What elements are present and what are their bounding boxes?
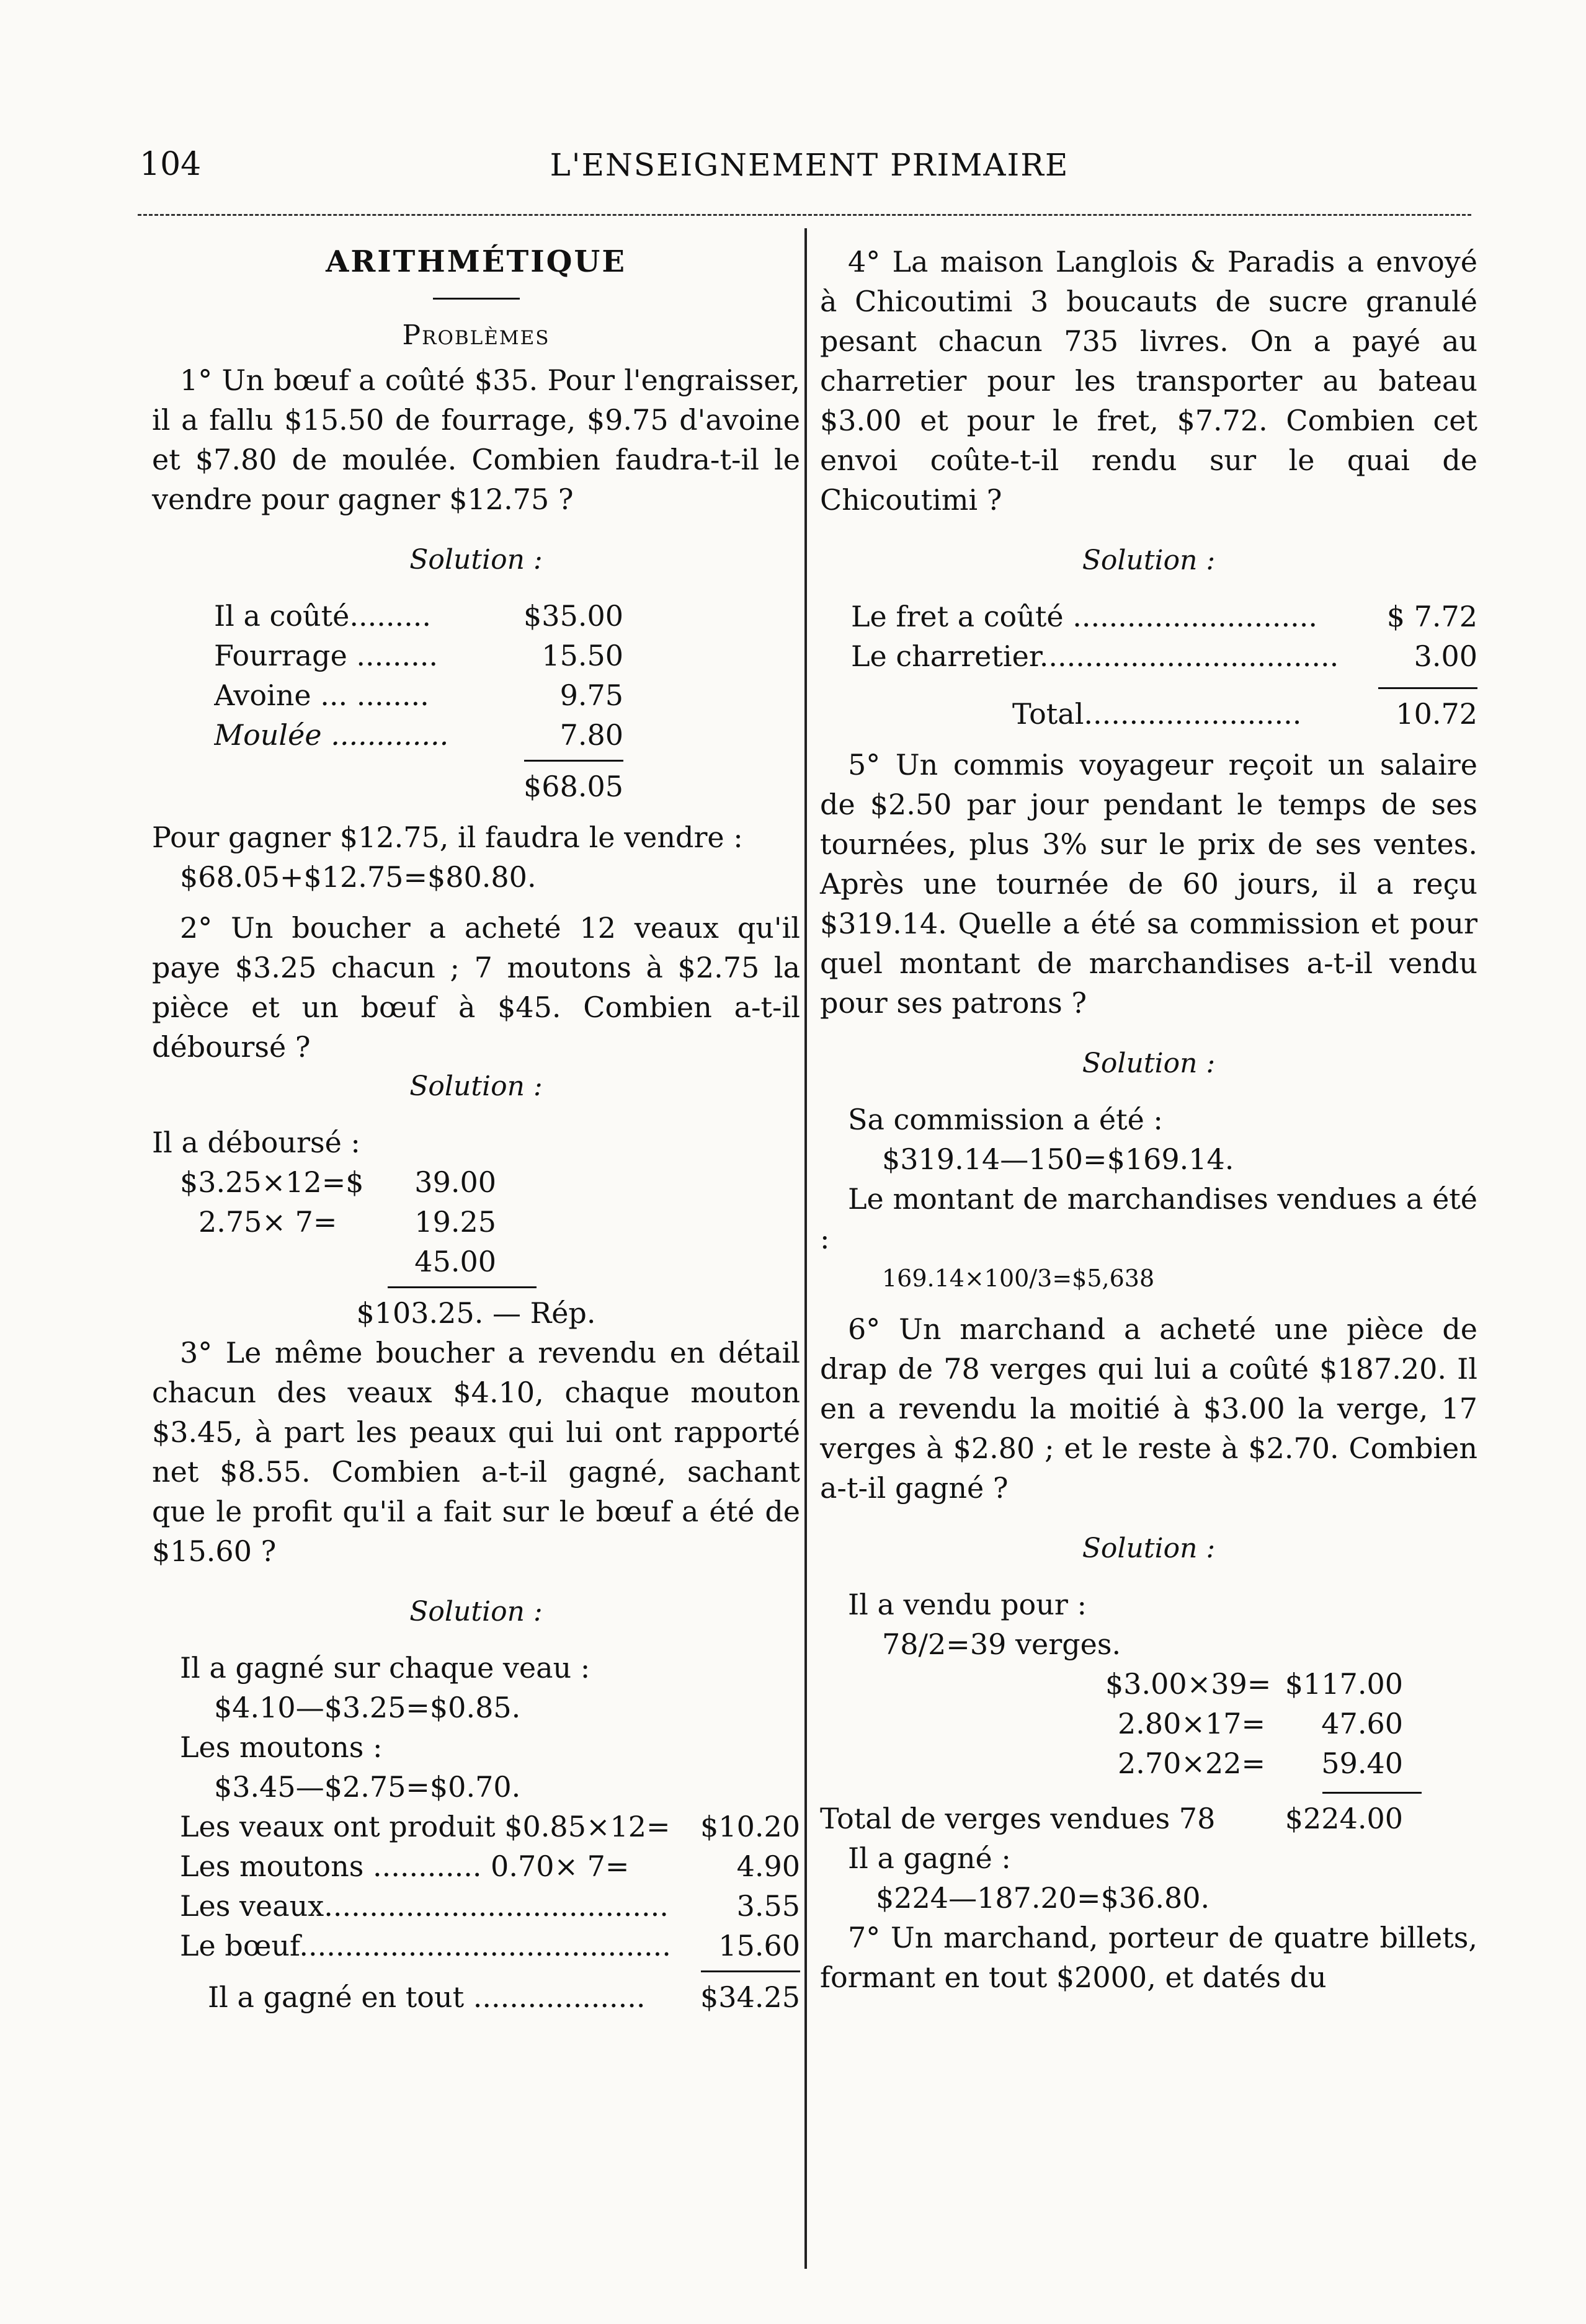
running-title: L'ENSEIGNEMENT PRIMAIRE [550,147,1069,183]
table-row: Le fret a coûté ........................... $ 7.72 [851,600,1477,633]
table-row: Il a coûté......... $35.00 [214,599,623,633]
solution-2-total: $103.25. — Rép. [356,1296,596,1330]
table-row: 45.00 [414,1245,496,1278]
table-row: 2.75× 7= 19.25 [198,1205,496,1239]
solution-label: Solution : [409,544,543,576]
sum-rule [524,760,623,762]
solution-3-line: Il a gagné sur chaque veau : [180,1651,590,1685]
solution-label: Solution : [409,1596,543,1627]
table-total: Total de verges vendues 78 $224.00 [820,1802,1403,1835]
table-row: $3.25×12=$ 39.00 [180,1165,496,1199]
section-heading: ARITHMÉTIQUE [326,244,626,279]
solution-3-line: $4.10—$3.25=$0.85. [214,1691,521,1724]
table-row: 2.70×22= 59.40 [1118,1747,1403,1780]
header-rule [138,214,1471,216]
table-row: 2.80×17= 47.60 [1118,1707,1403,1740]
solution-5-line: Le montant de marchandises vendues a été : [820,1182,1477,1255]
sum-rule [1322,1792,1422,1794]
problem-7: 7° Un marchand, porteur de quatre billets, formant en tout $2000, et datés du [820,1921,1477,1994]
sum-rule [1378,687,1477,689]
table-row: Le bœuf......................................... 15.60 [180,1929,800,1962]
heading-rule [433,298,520,300]
page-header [140,146,1479,195]
solution-label: Solution : [409,1071,543,1102]
subheading: Problèmes [402,319,550,351]
table-total: $68.05 [523,770,623,803]
solution-2-table [152,1162,496,1281]
problem-2: 2° Un boucher a acheté 12 veaux qu'il paye $3.25 chacun ; 7 moutons à $2.75 la pièce et un bœuf à $45. Combien a-t-il déboursé ? [152,911,800,1064]
sum-rule [388,1286,537,1288]
solution-6-line: Il a vendu pour : [848,1588,1087,1621]
solution-5-line: Sa commission a été : [848,1103,1163,1136]
solution-5-line: $319.14—150=$169.14. [882,1142,1234,1176]
problem-6: 6° Un marchand a acheté une pièce de drap de 78 verges qui lui a coûté $187.20. Il en a revendu la moitié à $3.00 la verge, 17 verges à $2.80 ; et le reste à $2.70. Combien a-t-il gagné ? [820,1312,1477,1505]
table-row: Les moutons ............ 0.70× 7= 4.90 [180,1850,800,1883]
problem-5: 5° Un commis voyageur reçoit un salaire de $2.50 par jour pendant le temps de ses tournées, plus 3% sur le prix de ses ventes. Après une tournée de 60 jours, il a reçu $319.14. Quelle a été sa commission et pour quel montant de marchandises a-t-il vendu pour ses patrons ? [820,748,1477,1020]
solution-3-line: $3.45—$2.75=$0.70. [214,1770,521,1804]
solution-6-line: $224—187.20=$36.80. [876,1881,1210,1915]
solution-6-line: Il a gagné : [848,1841,1011,1875]
sum-rule [701,1970,800,1972]
column-divider [804,228,807,2269]
solution-label: Solution : [1082,545,1216,576]
problem-1: 1° Un bœuf a coûté $35. Pour l'engraisser, il a fallu $15.50 de fourrage, $9.75 d'avoine et $7.80 de moulée. Combien faudra-t-il le vendre pour gagner $12.75 ? [152,363,800,516]
table-row: Moulée ............. 7.80 [214,718,623,752]
solution-3-table [152,1807,800,2017]
table-row: Fourrage ......... 15.50 [214,639,623,672]
table-total: Il a gagné en tout ................... $34.25 [208,1980,800,2014]
solution-label: Solution : [1082,1048,1216,1079]
solution-1-text: Pour gagner $12.75, il faudra le vendre : [152,821,743,854]
table-row: Le charretier................................. 3.00 [851,639,1477,673]
solution-6-table [1105,1664,1403,1783]
problem-3: 3° Le même boucher a revendu en détail chacun des veaux $4.10, chaque mouton $3.45, à part les peaux qui lui ont rapporté net $8.55. Combien a-t-il gagné, sachant que le profit qu'il a fait sur le bœuf a été de $15.60 ? [152,1336,800,1568]
solution-2-intro: Il a déboursé : [152,1126,360,1159]
table-row: Les veaux...................................... 3.55 [180,1889,800,1923]
solution-1-equation: $68.05+$12.75=$80.80. [180,860,537,894]
table-total: Total........................ 10.72 [1012,697,1477,731]
page-number: 104 [140,146,202,183]
solution-6-line: 78/2=39 verges. [882,1627,1121,1661]
table-row: $3.00×39= $117.00 [1105,1667,1403,1701]
table-row: Avoine ... ........ 9.75 [214,679,623,712]
solution-label: Solution : [1082,1533,1216,1564]
table-row: Les veaux ont produit $0.85×12= $10.20 [180,1810,800,1843]
solution-4-table [851,597,1477,734]
problem-4: 4° La maison Langlois & Paradis a envoyé à Chicoutimi 3 boucauts de sucre granulé pesant chacun 735 livres. On a payé au charretier pour les transporter au bateau $3.00 et pour le fret, $7.72. Combien cet envoi coûte-t-il rendu sur le quai de Chicoutimi ? [820,245,1477,517]
left-column [152,242,800,2017]
solution-1-table [214,596,623,806]
right-column [820,242,1477,1997]
solution-3-line: Les moutons : [180,1730,383,1764]
solution-5-line: 169.14×100/3=$5,638 [882,1265,1155,1292]
